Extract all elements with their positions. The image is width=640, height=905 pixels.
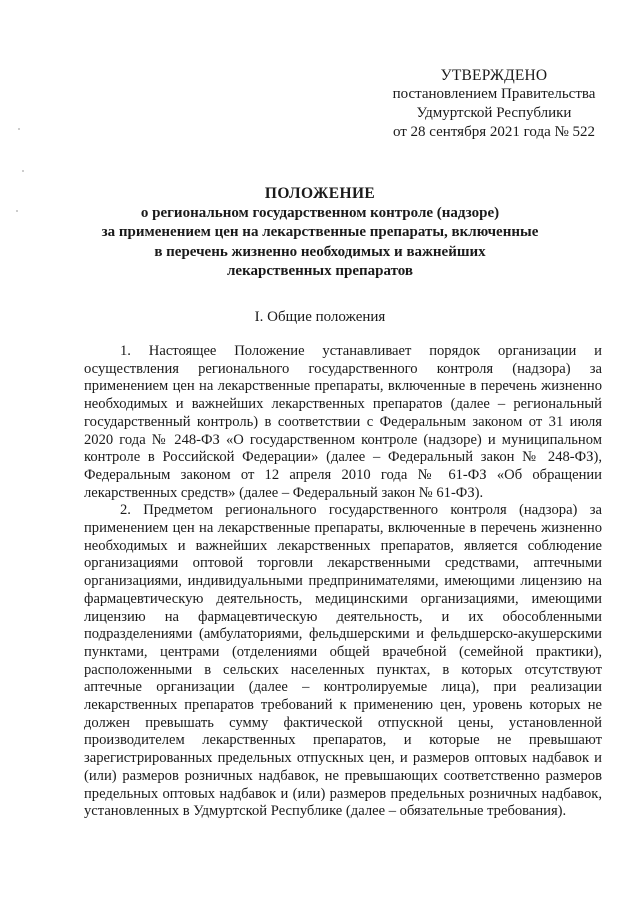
approval-date-number: от 28 сентября 2021 года № 522 (392, 124, 596, 140)
document-subtitle-line: лекарственных препаратов (227, 263, 413, 279)
document-subtitle-line: в перечень жизненно необходимых и важнейших (154, 243, 486, 260)
scan-speck (18, 128, 20, 130)
scan-speck (22, 170, 24, 172)
approval-line: постановлением Правительства (392, 86, 596, 102)
section-title: I. Общие положения (254, 309, 386, 325)
approval-line: Удмуртской Республики (416, 105, 572, 121)
document-title: ПОЛОЖЕНИЕ (264, 185, 376, 202)
approval-stamp: УТВЕРЖДЕНО (440, 67, 548, 84)
paragraph-2: 2. Предметом регионального государственного контроля (надзора) за применением цен на лекарственные препараты, включенные в перечень жизненно необходимых и важнейших лекарственных препаратов, является соблюдение организациями оптовой торговли лекарственными средствами, аптечными организациями, индивидуальными предпринимателями, имеющими лицензию на фармацевтическую деятельность, медицинскими организациями, имеющими лицензию на фармацевтическую деятельность, и их обособленными подразделениями (амбулаториями, фельдшерскими и фельдшерско-акушерскими пунктами, центрами (отделениями общей врачебной (семейной практики), расположенными в сельских населенных пунктах, в которых отсутствуют аптечные организации (далее – контролируемые лица), при реализации лекарственных препаратов требований к применению цен, уровень которых не должен превышать сумму фактической отпускной цены, установленной производителем лекарственных препаратов, и которые не превышают зарегистрированных предельных отпускных цен, и размеров оптовых надбавок и (или) размеров розничных надбавок, не превышающих соответственно размеров предельных оптовых надбавок и (или) размеров предельных розничных надбавок, установленных в Удмуртской Республике (далее – обязательные требования). (84, 502, 602, 820)
paragraph-1: 1. Настоящее Положение устанавливает порядок организации и осуществления регионального государственного контроля (надзора) за применением цен на лекарственные препараты, включенные в перечень жизненно необходимых и важнейших лекарственных препаратов (далее – региональный государственный контроль) в соответствии с Федеральным законом от 31 июля 2020 года № 248-ФЗ «О государственном контроле (надзоре) и муниципальном контроле в Российской Федерации» (далее – Федеральный закон № 248-ФЗ), Федеральным законом от 12 апреля 2010 года № 61-ФЗ «Об обращении лекарственных средств» (далее – Федеральный закон № 61-ФЗ). (84, 343, 602, 501)
document-subtitle-line: о региональном государственном контроле (надзоре) (140, 204, 500, 221)
approval-block (374, 66, 614, 142)
scan-speck (16, 210, 18, 212)
document-heading (80, 184, 560, 282)
document-subtitle-line: за применением цен на лекарственные препараты, включенные (101, 224, 539, 240)
document-body (84, 343, 602, 821)
